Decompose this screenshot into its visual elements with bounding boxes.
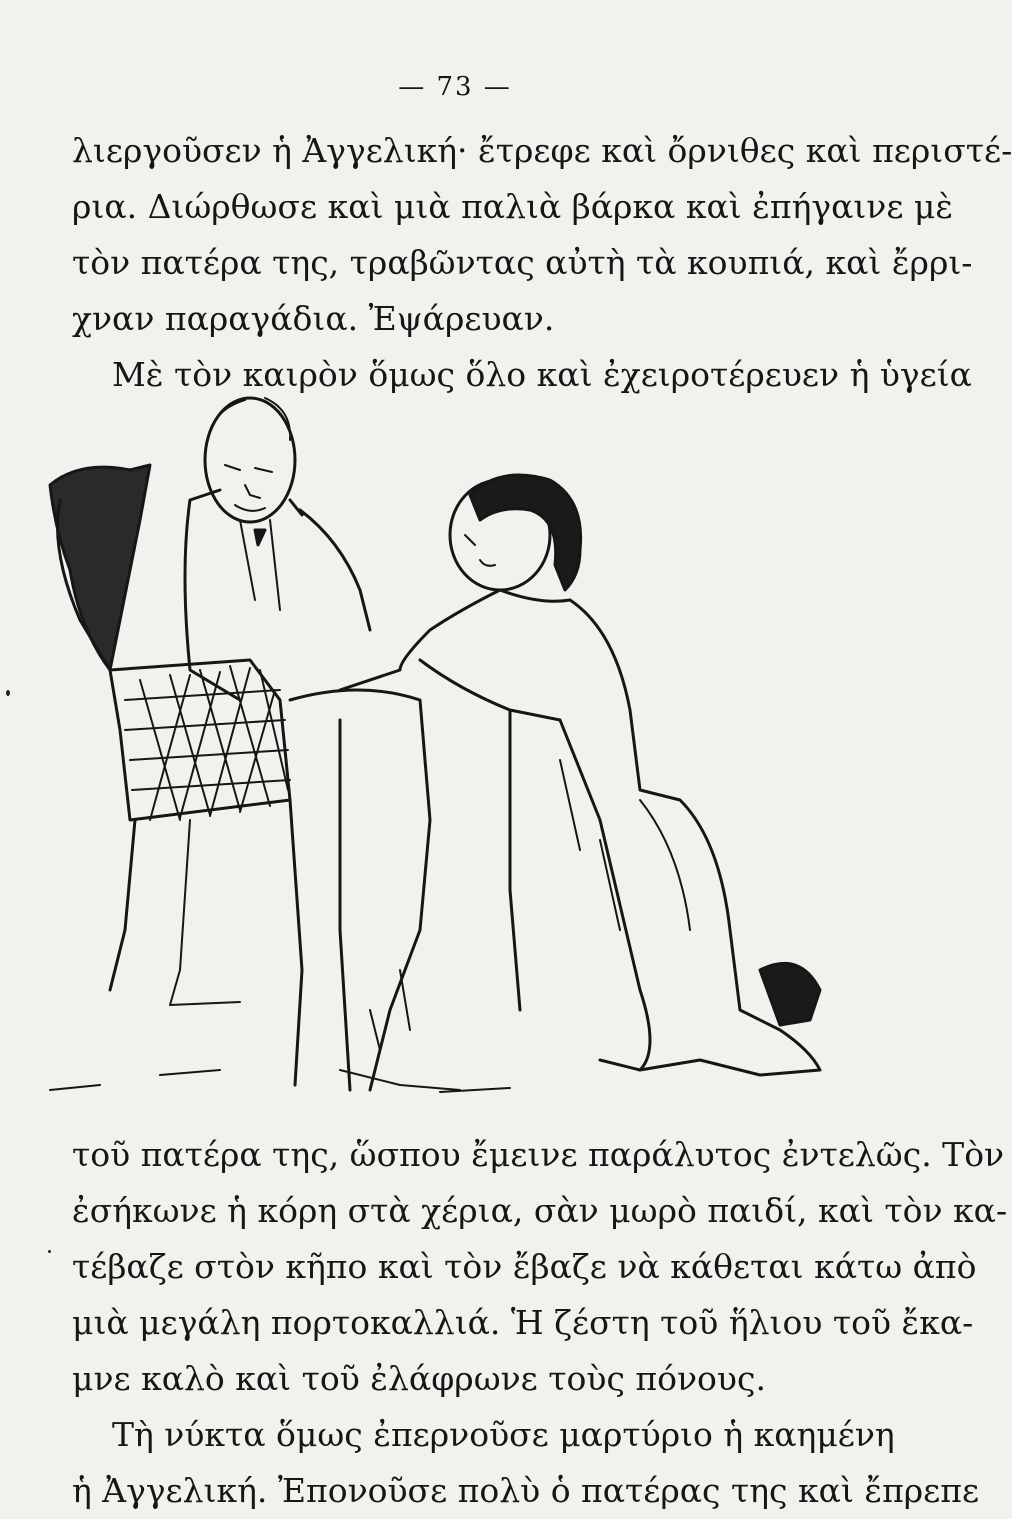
text-line: ἡ Ἀγγελική. Ἐπονοῦσε πολὺ ὁ πατέρας της καὶ ἔπρεπε bbox=[72, 1471, 980, 1510]
chair-cushion bbox=[50, 465, 150, 670]
text-line: Μὲ τὸν καιρὸν ὅμως ὅλο καὶ ἐχειροτέρευεν ἡ ὑγεία bbox=[112, 355, 972, 394]
ink-speck bbox=[48, 1250, 51, 1253]
text-line: Τὴ νύκτα ὅμως ἐπερνοῦσε μαρτύριο ἡ καημένη bbox=[112, 1415, 895, 1454]
text-line: μιὰ μεγάλη πορτοκαλλιά. Ἡ ζέστη τοῦ ἥλιου τοῦ ἔκα- bbox=[72, 1303, 974, 1342]
text-block-top bbox=[72, 123, 1012, 403]
text-line: χναν παραγάδια. Ἐψάρευαν. bbox=[72, 299, 555, 338]
text-line: τὸν πατέρα της, τραβῶντας αὐτὴ τὰ κουπιά, καὶ ἔρρι- bbox=[72, 243, 973, 282]
text-line: μνε καλὸ καὶ τοῦ ἐλάφρωνε τοὺς πόνους. bbox=[72, 1359, 766, 1398]
text-block-bottom bbox=[72, 1127, 1008, 1519]
daughter-shoe bbox=[760, 963, 820, 1025]
text-line: ρια. Διώρθωσε καὶ μιὰ παλιὰ βάρκα καὶ ἐπήγαινε μὲ bbox=[72, 187, 954, 226]
daughter-arm bbox=[340, 590, 560, 720]
illustration bbox=[40, 370, 830, 1105]
text-line: ἐσήκωνε ἡ κόρη στὰ χέρια, σὰν μωρὸ παιδί, καὶ τὸν κα- bbox=[72, 1191, 1008, 1230]
text-line: τέβαζε στὸν κῆπο καὶ τὸν ἔβαζε νὰ κάθεται κάτω ἀπὸ bbox=[72, 1247, 977, 1286]
chair-leg bbox=[110, 820, 135, 990]
ink-speck bbox=[6, 690, 10, 696]
daughter-skirt bbox=[510, 710, 650, 1070]
chair-leg bbox=[170, 820, 190, 1005]
daughter-hair bbox=[470, 475, 581, 590]
text-line: τοῦ πατέρα της, ὥσπου ἔμεινε παράλυτος ἐντελῶς. Τὸν bbox=[72, 1135, 1005, 1174]
illustration-drawing bbox=[40, 370, 830, 1105]
text-line: λιεργοῦσεν ἡ Ἀγγελική· ἔτρεφε καὶ ὄρνιθες καὶ περιστέ- bbox=[72, 131, 1012, 170]
chair-leg bbox=[290, 800, 302, 1085]
page-number: — 73 — bbox=[398, 72, 512, 102]
